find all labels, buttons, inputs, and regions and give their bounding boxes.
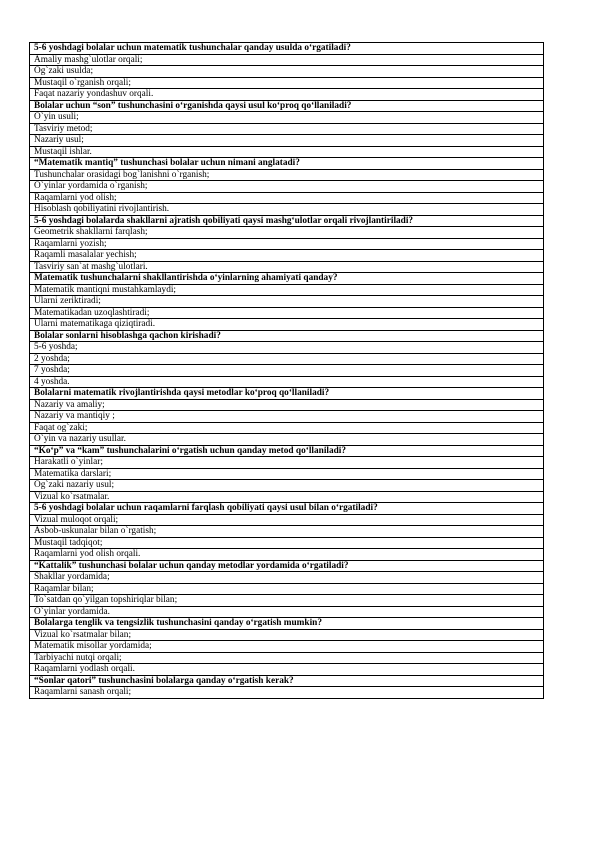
answer-option: Asbob-uskunalar bilan o`rgatish; <box>30 526 544 538</box>
answer-option: O`yinlar yordamida o`rganish; <box>30 181 544 193</box>
answer-option: Raqamlar bilan; <box>30 583 544 595</box>
answer-row <box>30 192 544 204</box>
question-row <box>30 675 544 687</box>
answer-row <box>30 537 544 549</box>
answer-row <box>30 572 544 584</box>
answer-option: Shakllar yordamida; <box>30 572 544 584</box>
answer-row <box>30 652 544 664</box>
question-text: Matematik tushunchalarni shakllantirishda o‘yinlarning ahamiyati qanday? <box>30 273 544 285</box>
answer-row <box>30 342 544 354</box>
answer-option: 2 yoshda; <box>30 353 544 365</box>
answer-row <box>30 583 544 595</box>
answer-row <box>30 422 544 434</box>
answer-option: O`yin usuli; <box>30 112 544 124</box>
answer-row <box>30 629 544 641</box>
answer-row <box>30 491 544 503</box>
answer-option: Nazariy usul; <box>30 135 544 147</box>
answer-option: O`yinlar yordamida. <box>30 606 544 618</box>
question-row <box>30 388 544 400</box>
answer-row <box>30 284 544 296</box>
answer-row <box>30 307 544 319</box>
question-text: “Matematik mantiq” tushunchasi bolalar uchun nimani anglatadi? <box>30 158 544 170</box>
quiz-table <box>29 42 544 699</box>
answer-row <box>30 123 544 135</box>
answer-option: 5-6 yoshda; <box>30 342 544 354</box>
quiz-page <box>29 42 544 699</box>
answer-option: Faqat og`zaki; <box>30 422 544 434</box>
answer-option: Matematika darslari; <box>30 468 544 480</box>
answer-option: Ularni matematikaga qiziqtiradi. <box>30 319 544 331</box>
answer-row <box>30 664 544 676</box>
answer-row <box>30 238 544 250</box>
question-text: “Ko‘p” va “kam” tushunchalarini o‘rgatish uchun qanday metod qo‘llaniladi? <box>30 445 544 457</box>
question-text: “Sonlar qatori” tushunchasini bolalarga qanday o‘rgatish kerak? <box>30 675 544 687</box>
answer-row <box>30 54 544 66</box>
answer-row <box>30 204 544 216</box>
answer-row <box>30 319 544 331</box>
answer-option: 7 yoshda; <box>30 365 544 377</box>
answer-row <box>30 227 544 239</box>
answer-row <box>30 457 544 469</box>
question-text: 5-6 yoshdagi bolalar uchun matematik tushunchalar qanday usulda o‘rgatiladi? <box>30 43 544 55</box>
answer-row <box>30 296 544 308</box>
answer-row <box>30 365 544 377</box>
question-row <box>30 215 544 227</box>
answer-option: Vizual ko`rsatmalar. <box>30 491 544 503</box>
answer-row <box>30 595 544 607</box>
answer-option: Hisoblash qobiliyatini rivojlantirish. <box>30 204 544 216</box>
question-text: Bolalar sonlarni hisoblashga qachon kirishadi? <box>30 330 544 342</box>
answer-option: Raqamlarni yod olish; <box>30 192 544 204</box>
answer-row <box>30 376 544 388</box>
answer-option: Geometrik shakllarni farqlash; <box>30 227 544 239</box>
answer-row <box>30 514 544 526</box>
answer-row <box>30 146 544 158</box>
question-text: Bolalar uchun “son” tushunchasini o‘rganishda qaysi usul ko‘proq qo‘llaniladi? <box>30 100 544 112</box>
question-row <box>30 503 544 515</box>
answer-row <box>30 468 544 480</box>
answer-row <box>30 135 544 147</box>
answer-option: Tasviriy san`at mashg`ulotlari. <box>30 261 544 273</box>
question-row <box>30 273 544 285</box>
answer-option: Og`zaki usulda; <box>30 66 544 78</box>
answer-row <box>30 434 544 446</box>
question-text: 5-6 yoshdagi bolalar uchun raqamlarni farqlash qobiliyati qaysi usul bilan o‘rgatiladi? <box>30 503 544 515</box>
answer-option: O`yin va nazariy usullar. <box>30 434 544 446</box>
answer-row <box>30 66 544 78</box>
answer-row <box>30 89 544 101</box>
answer-option: Nazariy va mantiqiy ; <box>30 411 544 423</box>
answer-option: Matematikadan uzoqlashtiradi; <box>30 307 544 319</box>
answer-option: Amaliy mashg`ulotlar orqali; <box>30 54 544 66</box>
answer-option: Mustaqil o`rganish orqali; <box>30 77 544 89</box>
answer-option: Tushunchalar orasidagi bog`lanishni o`rganish; <box>30 169 544 181</box>
answer-option: Vizual ko`rsatmalar bilan; <box>30 629 544 641</box>
answer-row <box>30 526 544 538</box>
answer-row <box>30 112 544 124</box>
answer-option: To`satdan qo`yilgan topshiriqlar bilan; <box>30 595 544 607</box>
answer-row <box>30 181 544 193</box>
answer-row <box>30 411 544 423</box>
answer-row <box>30 606 544 618</box>
answer-row <box>30 480 544 492</box>
question-text: “Kattalik” tushunchasi bolalar uchun qanday metodlar yordamida o‘rgatiladi? <box>30 560 544 572</box>
question-row <box>30 100 544 112</box>
answer-option: Harakatli o`yinlar; <box>30 457 544 469</box>
question-row <box>30 445 544 457</box>
question-row <box>30 158 544 170</box>
answer-row <box>30 353 544 365</box>
answer-row <box>30 250 544 262</box>
question-row <box>30 330 544 342</box>
answer-option: Mustaqil ishlar. <box>30 146 544 158</box>
answer-option: Ularni zeriktiradi; <box>30 296 544 308</box>
answer-row <box>30 549 544 561</box>
question-row <box>30 560 544 572</box>
answer-option: Raqamli masalalar yechish; <box>30 250 544 262</box>
answer-option: Matematik misollar yordamida; <box>30 641 544 653</box>
answer-row <box>30 77 544 89</box>
question-row <box>30 618 544 630</box>
answer-option: Tarbiyachi nutqi orqali; <box>30 652 544 664</box>
question-text: Bolalarga tenglik va tengsizlik tushunchasini qanday o‘rgatish mumkin? <box>30 618 544 630</box>
answer-option: Raqamlarni sanash orqali; <box>30 687 544 699</box>
answer-option: Vizual muloqot orqali; <box>30 514 544 526</box>
answer-row <box>30 399 544 411</box>
answer-option: Matematik mantiqni mustahkamlaydi; <box>30 284 544 296</box>
answer-option: Raqamlarni yod olish orqali. <box>30 549 544 561</box>
answer-option: Raqamlarni yozish; <box>30 238 544 250</box>
answer-option: Tasviriy metod; <box>30 123 544 135</box>
answer-row <box>30 261 544 273</box>
answer-option: 4 yoshda. <box>30 376 544 388</box>
answer-option: Faqat nazariy yondashuv orqali. <box>30 89 544 101</box>
answer-row <box>30 169 544 181</box>
question-text: Bolalarni matematik rivojlantirishda qaysi metodlar ko‘proq qo‘llaniladi? <box>30 388 544 400</box>
answer-option: Nazariy va amaliy; <box>30 399 544 411</box>
answer-option: Og`zaki nazariy usul; <box>30 480 544 492</box>
quiz-table-body <box>30 43 544 699</box>
answer-option: Mustaqil tadqiqot; <box>30 537 544 549</box>
answer-row <box>30 687 544 699</box>
question-row <box>30 43 544 55</box>
question-text: 5-6 yoshdagi bolalarda shakllarni ajratish qobiliyati qaysi mashg‘ulotlar orqali rivojlantiriladi? <box>30 215 544 227</box>
answer-option: Raqamlarni yodlash orqali. <box>30 664 544 676</box>
answer-row <box>30 641 544 653</box>
